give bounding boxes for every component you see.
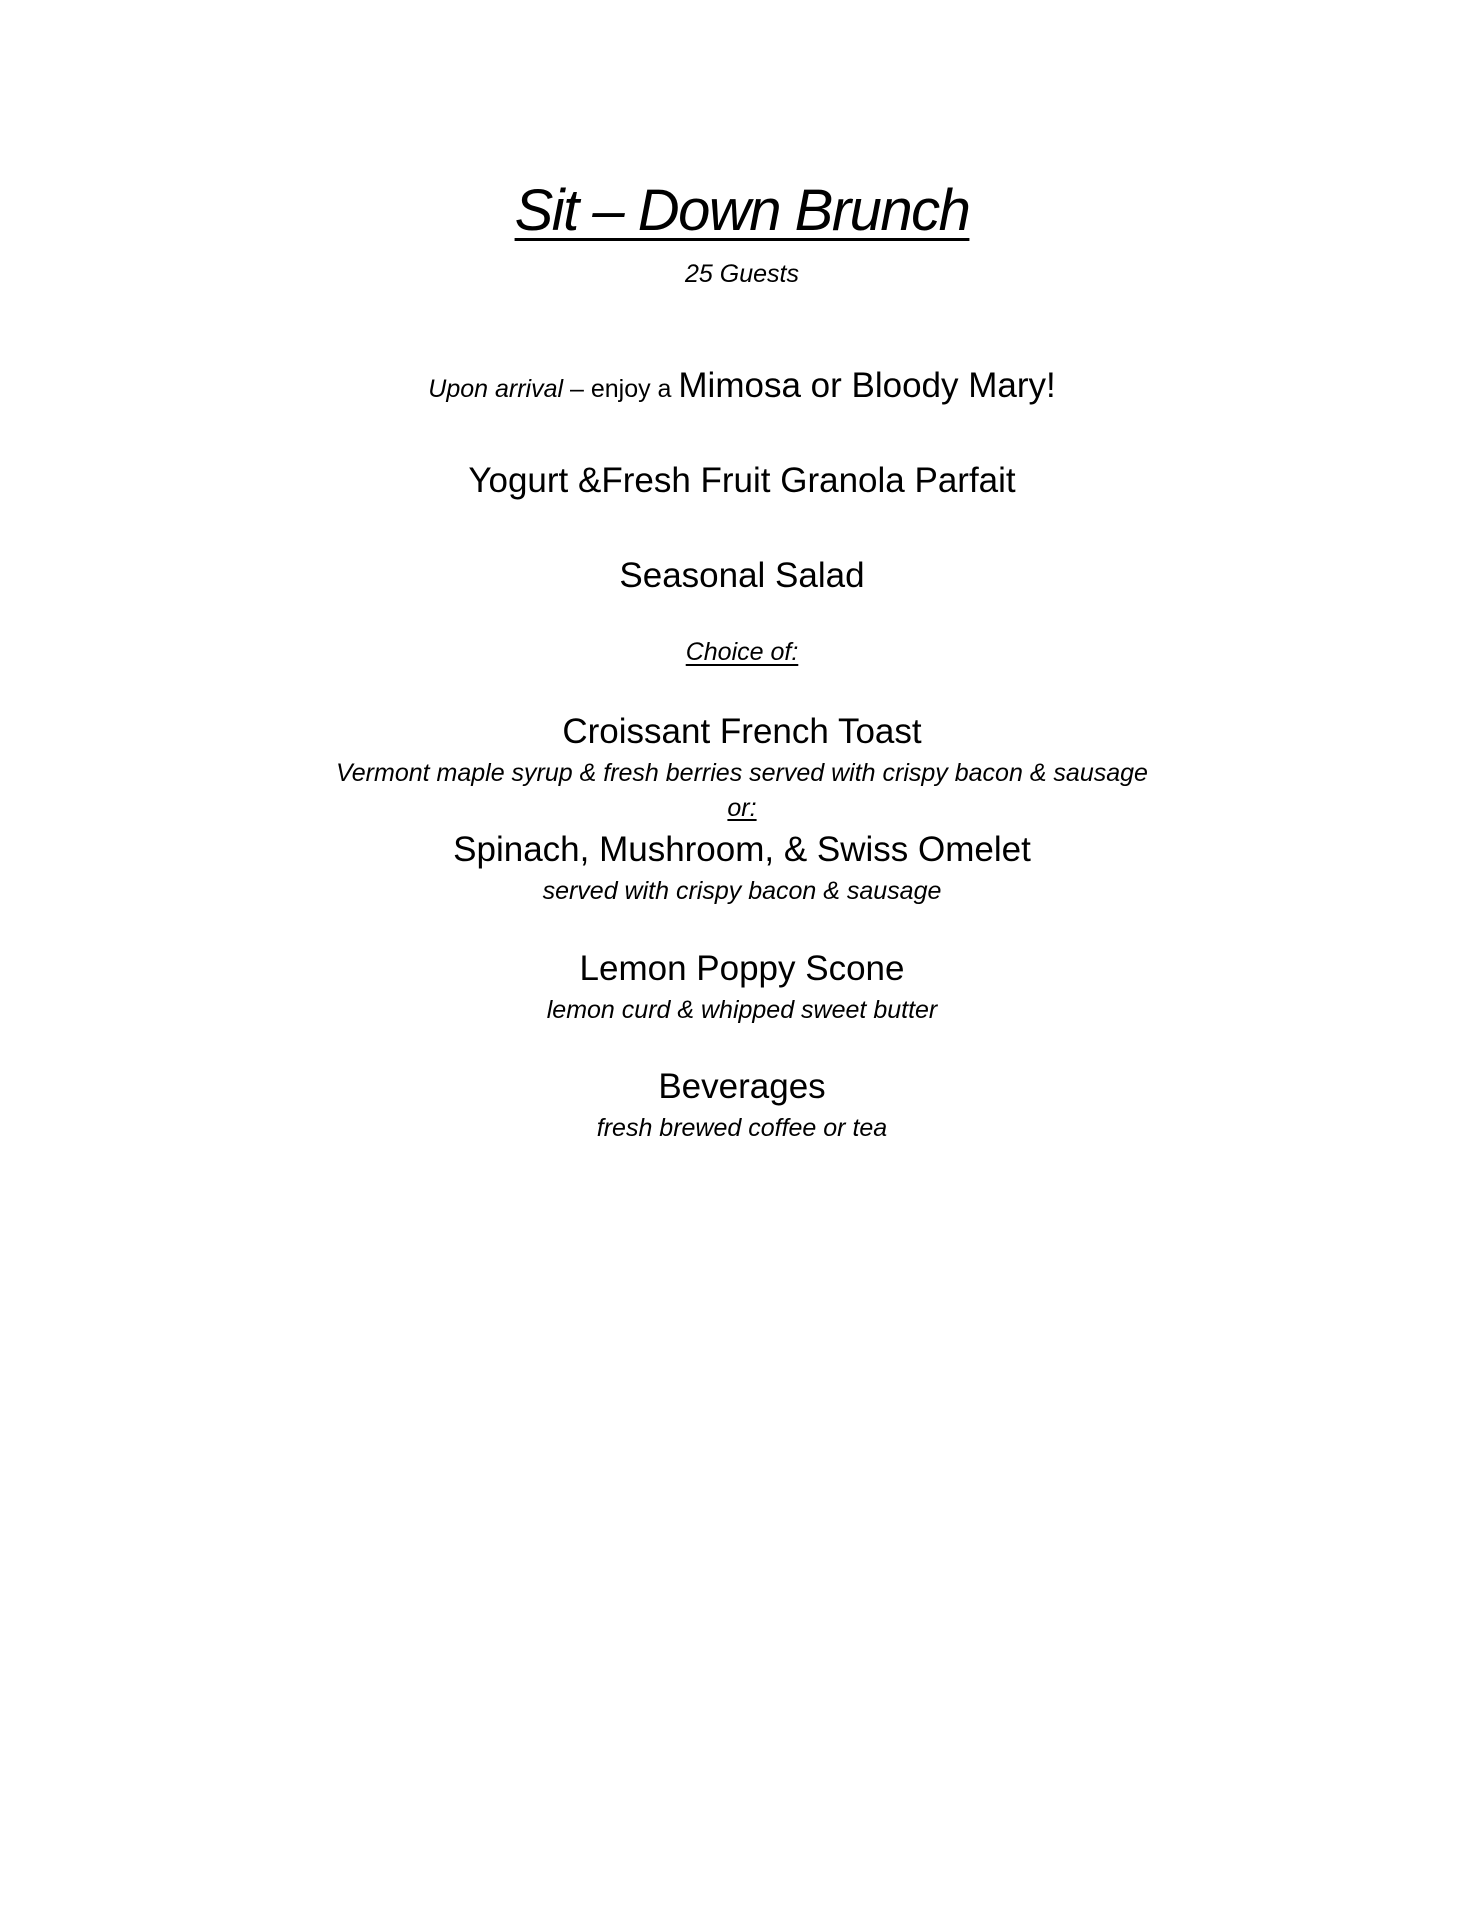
item-beverages-description: fresh brewed coffee or tea xyxy=(596,1114,888,1142)
main-omelet-description: served with crispy bacon & sausage xyxy=(542,877,942,905)
menu-title: Sit – Down Brunch xyxy=(514,178,970,243)
main-french-toast-description: Vermont maple syrup & fresh berries served with crispy bacon & sausage xyxy=(336,759,1148,787)
arrival-label: Upon arrival xyxy=(428,375,564,403)
arrival-drink: Mimosa or Bloody Mary! xyxy=(678,366,1056,405)
main-french-toast: Croissant French Toast xyxy=(562,712,922,751)
main-omelet: Spinach, Mushroom, & Swiss Omelet xyxy=(453,830,1031,869)
course-salad: Seasonal Salad xyxy=(619,556,865,595)
item-beverages: Beverages xyxy=(658,1067,826,1106)
item-scone-description: lemon curd & whipped sweet butter xyxy=(546,996,938,1024)
arrival-line xyxy=(0,368,1484,403)
course-parfait: Yogurt &Fresh Fruit Granola Parfait xyxy=(468,461,1016,500)
guest-count: 25 Guests xyxy=(685,260,799,288)
arrival-connector: – enjoy a xyxy=(563,375,679,403)
or-label: or: xyxy=(727,794,757,822)
choice-label: Choice of: xyxy=(685,638,799,666)
item-scone: Lemon Poppy Scone xyxy=(579,949,905,988)
